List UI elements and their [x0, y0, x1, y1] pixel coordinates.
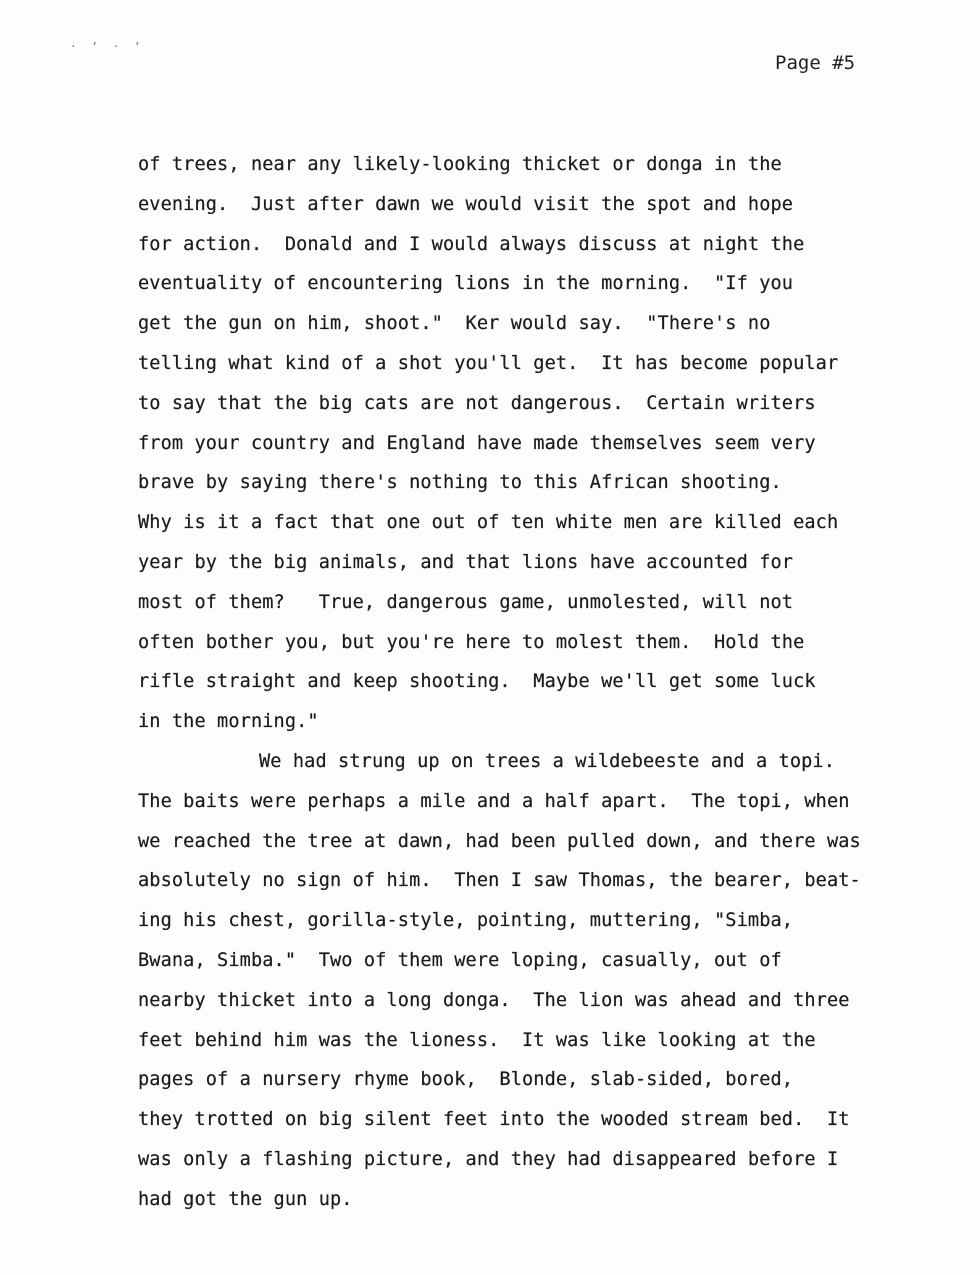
text-line: year by the big animals, and that lions have accounted for: [138, 551, 794, 573]
text-line: had got the gun up.: [138, 1188, 353, 1210]
text-line: evening. Just after dawn we would visit the spot and hope: [138, 193, 794, 215]
text-line: for action. Donald and I would always discuss at night the: [138, 233, 805, 255]
text-line: telling what kind of a shot you'll get. It has become popular: [138, 352, 839, 374]
text-line: most of them? True, dangerous game, unmolested, will not: [138, 591, 794, 613]
text-line: feet behind him was the lioness. It was like looking at the: [138, 1029, 816, 1051]
text-line: often bother you, but you're here to molest them. Hold the: [138, 631, 805, 653]
text-line: Why is it a fact that one out of ten white men are killed each: [138, 512, 839, 534]
text-line: was only a flashing picture, and they had disappeared before I: [138, 1148, 839, 1170]
text-line: Bwana, Simba." Two of them were loping, casually, out of: [138, 949, 782, 971]
text-line: The baits were perhaps a mile and a half apart. The topi, when: [138, 790, 850, 812]
paragraph-start-line: We had strung up on trees a wildebeeste and a topi.: [259, 750, 836, 772]
text-line: they trotted on big silent feet into the wooded stream bed. It: [138, 1109, 850, 1131]
body-text: [138, 145, 918, 1220]
text-line: absolutely no sign of him. Then I saw Thomas, the bearer, beat-: [138, 870, 861, 892]
text-line: pages of a nursery rhyme book, Blonde, slab-sided, bored,: [138, 1069, 794, 1091]
text-line: brave by saying there's nothing to this African shooting.: [138, 472, 782, 494]
text-line: rifle straight and keep shooting. Maybe we'll get some luck: [138, 671, 816, 693]
page-number: Page #5: [775, 52, 856, 74]
text-line: get the gun on him, shoot." Ker would say. "There's no: [138, 313, 771, 335]
text-line: from your country and England have made themselves seem very: [138, 432, 816, 454]
text-line: of trees, near any likely-looking thicket or donga in the: [138, 154, 782, 175]
text-line: to say that the big cats are not dangerous. Certain writers: [138, 392, 816, 414]
text-line: ing his chest, gorilla-style, pointing, muttering, "Simba,: [138, 910, 794, 932]
text-line: we reached the tree at dawn, had been pulled down, and there was: [138, 830, 861, 852]
paper-specks: · ’ · ’: [70, 40, 145, 53]
text-line: eventuality of encountering lions in the morning. "If you: [138, 273, 794, 295]
text-line: in the morning.": [138, 711, 319, 733]
text-line: nearby thicket into a long donga. The lion was ahead and three: [138, 989, 850, 1011]
